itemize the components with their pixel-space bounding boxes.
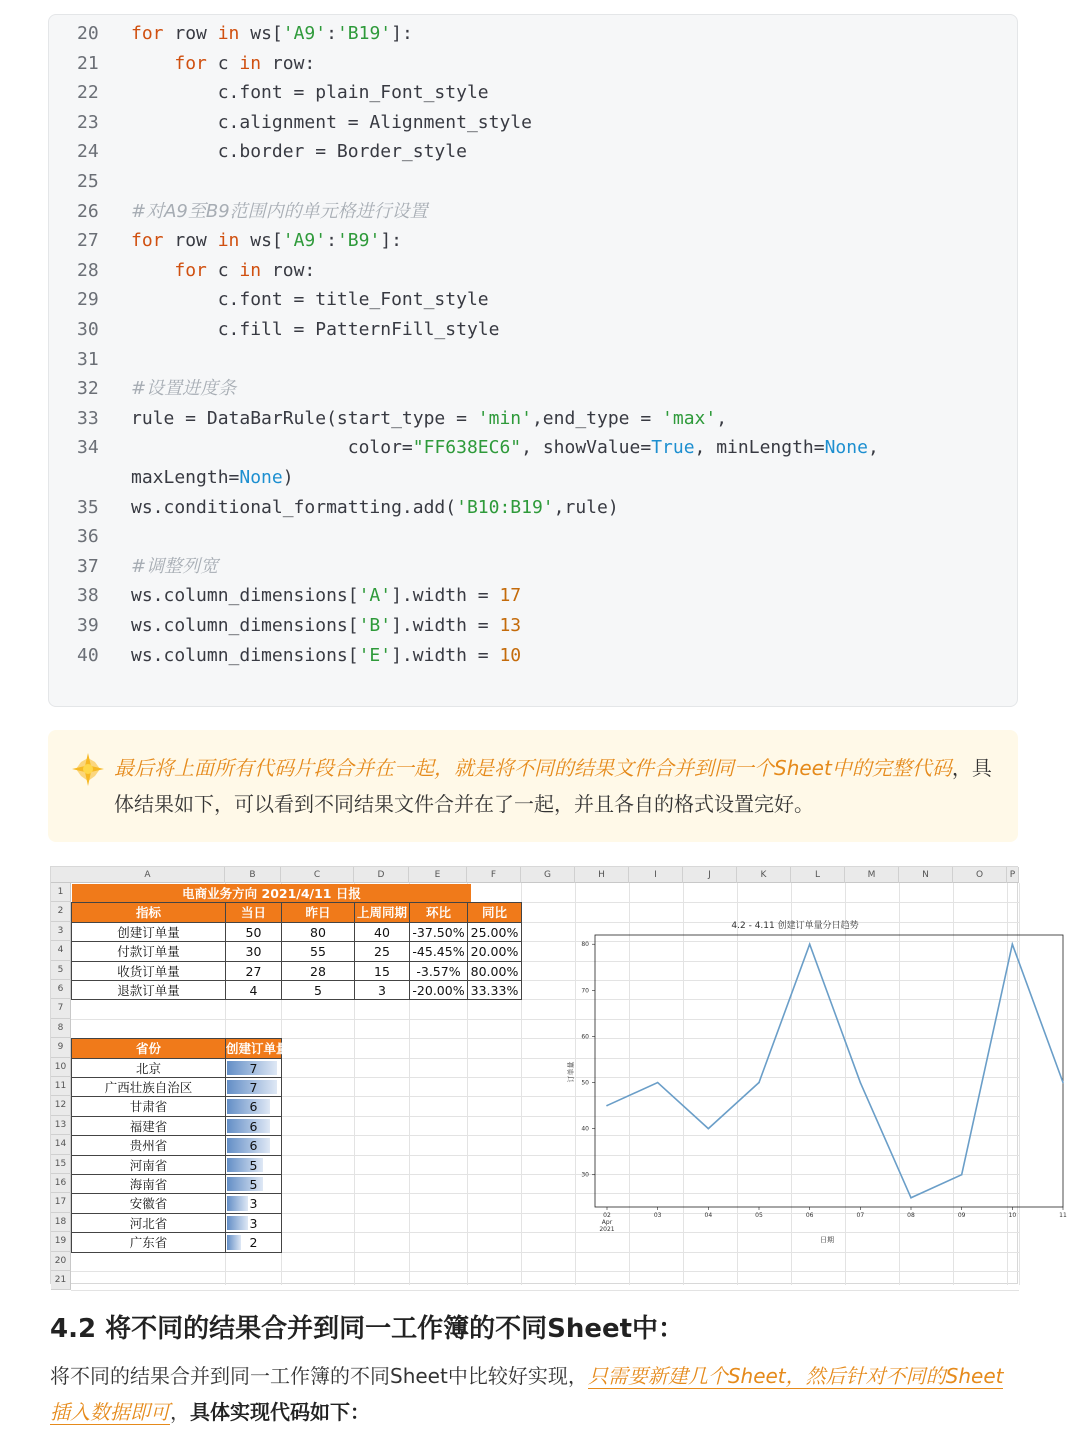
code-token: , minLength= [694,437,825,459]
section-heading: 4.2 将不同的结果合并到同一工作簿的不同Sheet中： [50,1314,685,1344]
line-number: 40 [77,644,99,666]
province-value-cell[interactable] [225,1155,282,1175]
report-header-cell[interactable]: 指标 [71,902,226,922]
x-tick-label: 03 [653,1212,662,1219]
chart-plot-area [595,935,1063,1207]
x-tick-label: 02 Apr 2021 [599,1212,615,1233]
code-token: in [239,259,262,281]
data-bar-value: 5 [249,1157,258,1173]
code-token: ws.column_dimensions[ [131,585,359,607]
code-text [131,226,402,255]
code-text [131,315,499,344]
report-cell[interactable]: 80 [281,922,355,942]
code-text [131,404,727,433]
code-token: c.border = Border_style [131,141,467,163]
code-token: for [174,259,207,281]
chart-xlabel: 日期 [820,1236,834,1244]
row-header[interactable]: 18 [51,1213,71,1232]
code-token: 'B9' [336,230,381,252]
report-title: 电商业务方向 2021/4/11 日报 [72,884,471,903]
code-token: maxLength= [131,467,240,488]
data-point [809,943,811,945]
data-bar [227,1158,263,1172]
code-block [48,14,1018,707]
data-point [758,1082,760,1084]
row-header[interactable]: 7 [51,999,71,1018]
report-cell[interactable]: 20.00% [467,941,522,961]
province-name-cell[interactable]: 福建省 [71,1116,226,1136]
code-token: ws[ [239,23,283,44]
row-header[interactable]: 19 [51,1232,71,1251]
province-value-cell[interactable] [225,1116,282,1136]
data-point [657,1082,659,1084]
code-token: : [326,230,337,252]
code-token: for [131,230,164,252]
grid-line [71,1271,1019,1272]
row-header[interactable]: 9 [51,1038,71,1057]
report-cell[interactable]: 27 [225,961,282,981]
data-point [961,1174,963,1176]
code-token: #设置进度条 [131,378,237,400]
row-header[interactable]: 21 [51,1271,71,1290]
code-text [131,641,521,670]
line-number: 37 [77,555,99,577]
para-start: 将不同的结果合并到同一工作簿的不同Sheet中比较好实现， [50,1364,588,1388]
code-token: in [217,23,240,44]
tip-rest: ，具体结果如下，可以看到不同结果文件合并在了一起，并且各自的格式设置完好。 [114,756,992,816]
data-bar-value: 6 [249,1138,258,1154]
code-token: ]: [391,23,413,44]
report-header-cell[interactable]: 上周同期 [354,902,410,922]
line-number: 24 [77,141,99,163]
row-header[interactable]: 6 [51,980,71,999]
code-text [131,463,294,492]
code-token: 13 [499,615,522,636]
line-number: 39 [77,615,99,636]
report-cell[interactable]: -45.45% [409,941,468,961]
province-value-cell[interactable] [225,1193,282,1213]
column-header-row [51,867,1019,883]
province-value-cell[interactable] [225,1213,282,1233]
code-text [131,552,218,581]
row-header[interactable]: 1 [51,883,71,902]
column-header[interactable]: I [629,867,683,883]
code-token: row [163,23,218,44]
code-token: ws[ [239,230,283,252]
data-bar [227,1177,263,1191]
data-bar [227,1216,248,1230]
code-text [131,197,428,226]
code-token: None [824,437,868,459]
report-header-cell[interactable]: 昨日 [281,902,355,922]
data-bar-value: 7 [249,1060,258,1076]
data-point [910,1197,912,1199]
line-number: 29 [77,289,99,311]
report-cell[interactable]: 33.33% [467,980,522,1000]
report-cell[interactable]: -37.50% [409,922,468,942]
line-number: 34 [77,437,99,459]
row-header[interactable]: 16 [51,1174,71,1193]
code-token: 'B19' [336,23,392,44]
data-bar-value: 7 [249,1080,258,1095]
code-token: : [326,23,337,44]
data-bar [227,1235,241,1249]
province-name-cell[interactable]: 贵州省 [71,1135,226,1155]
para-bold: 具体实现代码如下： [190,1400,370,1424]
column-header[interactable]: L [791,867,845,883]
column-header[interactable]: D [354,867,409,883]
report-cell[interactable]: 付款订单量 [71,941,226,961]
row-header[interactable]: 10 [51,1058,71,1077]
code-token: for [174,52,207,74]
province-header-cell[interactable]: 省份 [71,1038,226,1058]
province-value-cell[interactable] [225,1135,282,1155]
code-token: 'A' [358,585,392,607]
column-header[interactable]: M [845,867,899,883]
report-cell[interactable]: 28 [281,961,355,981]
line-number: 20 [77,23,99,44]
data-bar-value: 3 [249,1215,258,1231]
x-tick-label: 11 [1059,1212,1067,1219]
line-number: 22 [77,82,99,104]
line-number: 25 [77,171,99,192]
code-token: for [131,23,164,44]
line-number: 31 [77,348,99,370]
report-header-cell[interactable]: 环比 [409,902,468,922]
report-cell[interactable]: 25 [354,941,410,961]
code-token: , [716,407,728,429]
code-token: ws.conditional_formatting.add( [131,496,457,518]
report-cell[interactable]: -3.57% [409,961,468,981]
x-tick-label: 10 [1008,1212,1017,1219]
row-header[interactable]: 17 [51,1193,71,1212]
data-bar [227,1119,270,1133]
report-cell[interactable]: 30 [225,941,282,961]
code-token: "FF638EC6" [412,437,522,459]
code-token: c.fill = PatternFill_style [131,319,500,340]
province-name-cell[interactable]: 海南省 [71,1174,226,1194]
row-header[interactable]: 2 [51,902,71,921]
sparkle-icon [70,752,106,788]
row-header[interactable]: 20 [51,1252,71,1271]
code-token: ]: [380,230,402,252]
report-cell[interactable]: 15 [354,961,410,981]
report-cell[interactable]: 收货订单量 [71,961,226,981]
row-header[interactable]: 3 [51,922,71,941]
y-tick-label: 80 [581,941,589,949]
row-header[interactable]: 12 [51,1096,71,1115]
code-token: color= [131,437,413,459]
province-value-cell[interactable] [225,1096,282,1116]
code-text [131,78,489,107]
code-token: 'B' [358,615,392,636]
province-name-cell[interactable]: 广西壮族自治区 [71,1077,226,1097]
code-text [131,19,413,48]
data-bar-value: 3 [249,1196,258,1212]
code-token: 'E' [358,644,392,666]
code-token: , [867,437,879,459]
line-number: 21 [77,52,99,74]
data-point [1062,1082,1064,1084]
province-value-cell[interactable] [225,1077,282,1097]
data-bar-value: 5 [249,1177,258,1192]
x-tick-label: 06 [805,1212,814,1219]
code-token: ) [282,467,294,488]
report-cell[interactable]: 40 [354,922,410,942]
row-header[interactable]: 13 [51,1116,71,1135]
data-point [606,1105,608,1107]
code-text [131,374,236,403]
report-cell[interactable]: 50 [225,922,282,942]
code-text [131,256,315,285]
report-header-cell[interactable]: 同比 [467,902,522,922]
province-name-cell[interactable]: 北京 [71,1058,226,1078]
code-text [131,49,315,78]
code-token: c [206,52,240,74]
code-token: ws.column_dimensions[ [131,615,359,636]
y-tick-label: 60 [581,1033,589,1041]
code-token: 'min' [477,407,532,429]
code-token [131,53,174,74]
series-line [607,944,1063,1198]
x-tick-label: 09 [957,1212,966,1219]
data-point [860,1082,862,1084]
code-token: row [163,230,218,252]
code-token: ,end_type = [531,407,663,429]
column-header[interactable]: A [71,867,225,883]
grid-line [71,1290,1019,1291]
line-number: 23 [77,111,99,133]
report-cell[interactable]: -20.00% [409,980,468,1000]
code-token: row: [261,259,316,281]
column-header[interactable]: N [899,867,953,883]
code-token: c.alignment = Alignment_style [131,111,532,133]
province-value-cell[interactable] [225,1174,282,1194]
report-header-cell[interactable]: 当日 [225,902,282,922]
tip-callout [48,730,1018,842]
report-cell[interactable]: 80.00% [467,961,522,981]
section-paragraph [50,1358,1020,1430]
code-text [131,611,521,640]
data-point [708,1128,710,1130]
chart-title: 4.2 - 4.11 创建订单量分日趋势 [731,921,859,931]
row-header[interactable]: 4 [51,941,71,960]
code-token: 'B10:B19' [456,496,554,518]
column-header[interactable]: C [281,867,354,883]
line-number: 36 [77,526,99,548]
y-tick-label: 40 [581,1125,589,1133]
line-chart [525,897,1067,1257]
code-token: True [651,437,695,459]
code-token: ].width = [391,615,500,636]
chart-marks [581,941,1067,1233]
row-header[interactable]: 15 [51,1155,71,1174]
province-value-cell[interactable] [225,1058,282,1078]
code-token: ].width = [391,585,500,607]
code-token: row: [261,52,316,74]
line-number: 38 [77,585,99,607]
data-bar-value: 6 [249,1118,258,1134]
code-token: #调整列宽 [131,555,219,577]
data-bar [227,1099,270,1113]
line-number: 35 [77,496,99,518]
province-name-cell[interactable]: 甘肃省 [71,1096,226,1116]
line-number: 30 [77,319,99,340]
code-text [131,285,489,314]
data-bar-value: 2 [249,1235,258,1251]
column-header[interactable]: H [575,867,629,883]
code-token: 'A9' [282,23,327,44]
spreadsheet-screenshot [50,866,1067,1285]
code-text [131,108,532,137]
report-cell[interactable]: 创建订单量 [71,922,226,942]
code-text [131,493,619,522]
para-emphasis: 只需要新建几个Sheet，然后针对不同的Sheet插入数据即可 [50,1364,1004,1424]
row-header[interactable]: 5 [51,961,71,980]
column-header[interactable]: J [683,867,737,883]
code-token: 'A9' [282,230,327,252]
code-token: 'max' [662,407,717,429]
province-header-cell[interactable]: 创建订单量 [225,1038,282,1058]
code-token: , showValue= [521,437,652,459]
province-name-cell[interactable]: 河北省 [71,1213,226,1233]
row-header[interactable]: 14 [51,1135,71,1154]
column-header[interactable]: F [467,867,521,883]
column-header[interactable]: G [521,867,575,883]
x-tick-label: 07 [856,1212,865,1219]
tip-emphasis: 最后将上面所有代码片段合并在一起，就是将不同的结果文件合并到同一个Sheet中的完整代码 [114,756,952,780]
y-tick-label: 30 [581,1171,589,1179]
data-bar [227,1138,270,1152]
line-number: 26 [77,200,99,222]
code-token: in [217,230,240,252]
report-cell[interactable]: 5 [281,980,355,1000]
grid-line [1019,883,1020,1285]
chart-ylabel: 订单量 [567,1061,575,1083]
code-token: ,rule) [553,496,619,518]
code-token: rule = DataBarRule(start_type = [131,407,478,429]
data-point [1012,943,1014,945]
code-token: c.font = plain_Font_style [131,82,489,104]
y-tick-label: 70 [581,987,589,995]
code-token: 17 [499,585,522,607]
column-header[interactable]: K [737,867,791,883]
code-token: in [239,52,262,74]
column-header[interactable]: E [409,867,467,883]
code-token: #对A9至B9范围内的单元格进行设置 [131,200,428,222]
province-name-cell[interactable]: 安徽省 [71,1193,226,1213]
code-token: c [206,259,240,281]
data-bar [227,1196,248,1210]
province-name-cell[interactable]: 广东省 [71,1232,226,1252]
row-header[interactable]: 11 [51,1077,71,1096]
column-header[interactable]: O [953,867,1007,883]
code-token: c.font = title_Font_style [131,289,489,311]
x-tick-label: 04 [704,1212,713,1219]
code-token: ws.column_dimensions[ [131,644,359,666]
report-cell[interactable]: 3 [354,980,410,1000]
report-cell[interactable]: 退款订单量 [71,980,226,1000]
report-cell[interactable]: 55 [281,941,355,961]
code-text [131,433,879,462]
code-text [131,581,521,610]
column-header[interactable]: B [225,867,281,883]
row-header[interactable]: 8 [51,1019,71,1038]
x-tick-label: 05 [755,1212,763,1219]
code-token: 10 [499,644,522,666]
column-header[interactable]: P [1007,867,1019,883]
data-bar-value: 6 [249,1099,258,1115]
y-tick-label: 50 [581,1079,589,1087]
code-token [131,260,174,281]
code-token: None [239,467,283,488]
para-mid: ， [170,1400,190,1424]
province-value-cell[interactable] [225,1232,282,1252]
x-tick-label: 08 [907,1212,915,1219]
line-number: 27 [77,230,99,252]
province-name-cell[interactable]: 河南省 [71,1155,226,1175]
line-number: 32 [77,378,99,400]
report-cell[interactable]: 25.00% [467,922,522,942]
line-number: 28 [77,259,99,281]
code-text [131,137,467,166]
line-number: 33 [77,407,99,429]
report-cell[interactable]: 4 [225,980,282,1000]
tip-text [114,750,1004,822]
code-token: ].width = [391,644,500,666]
